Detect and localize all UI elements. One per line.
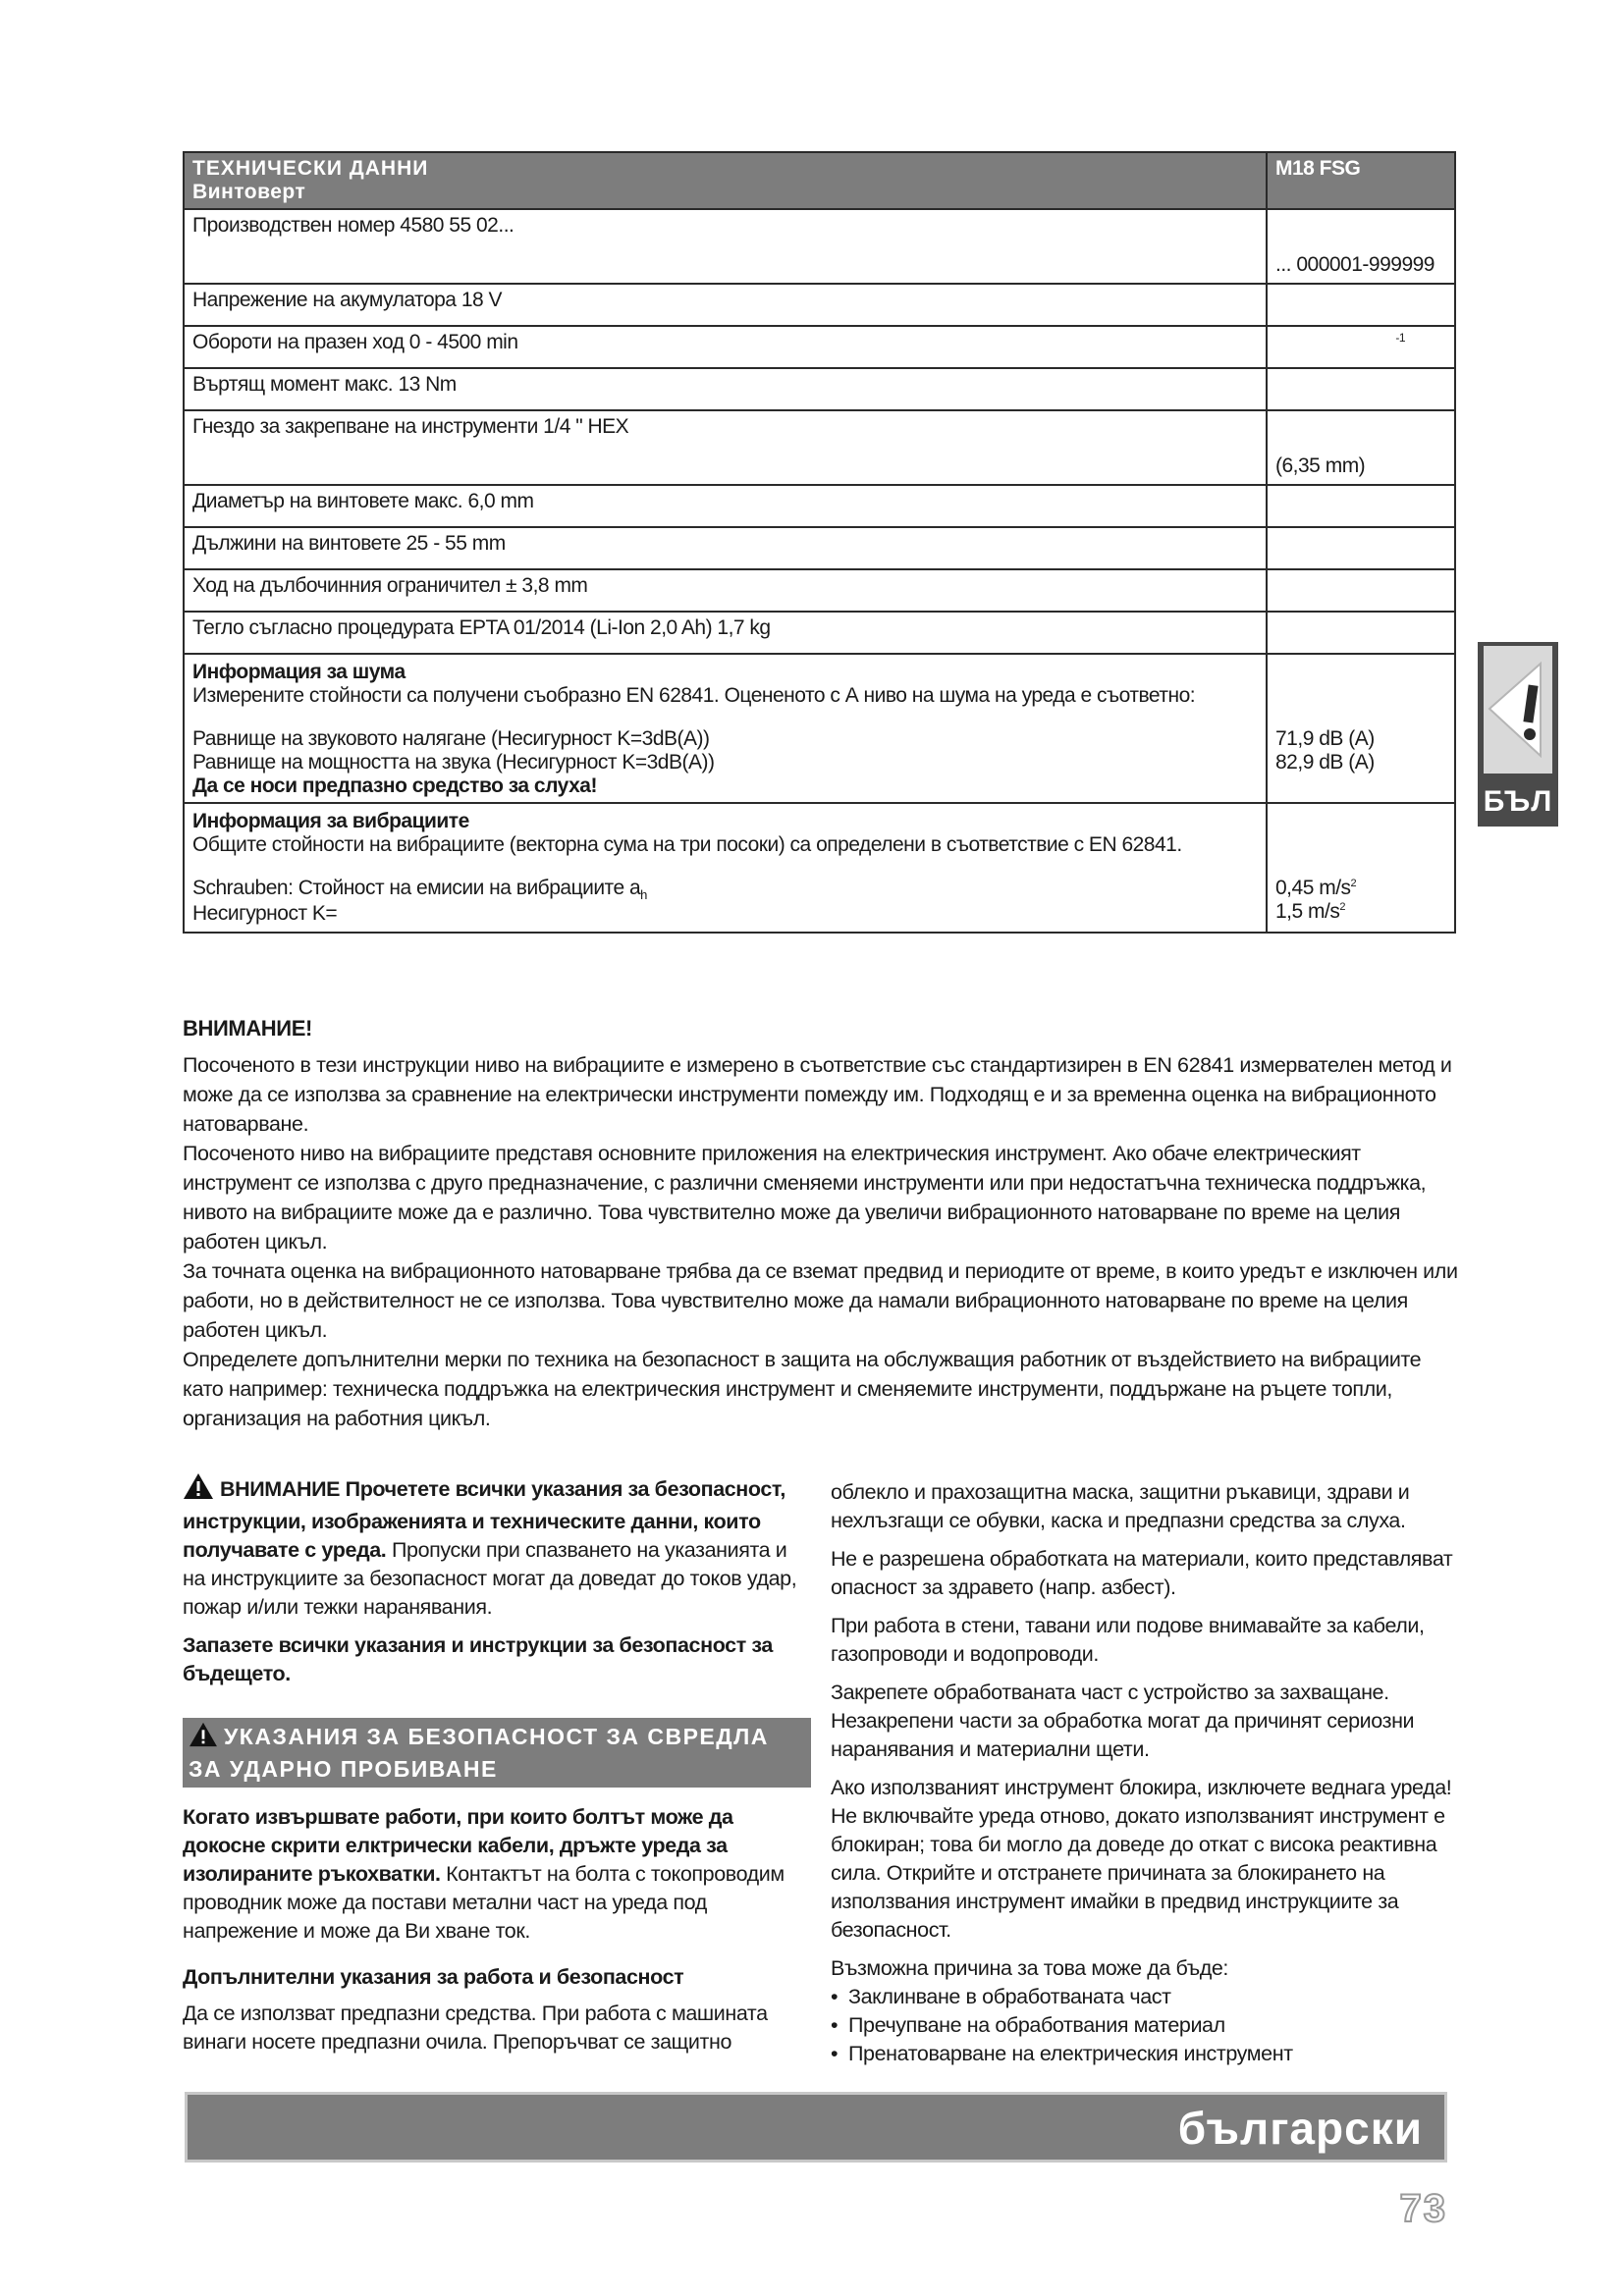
attention-paragraph: Определете допълнителни мерки по техника на безопасност в защита на обслужващия работник от въздействието на вибрациите като например: техническа поддръжка на електрическия инструмент и сменяемите инструменти, поддържане на ръцете топли, организация на работния цикъл.	[183, 1348, 1422, 1430]
language-side-tab	[1478, 642, 1558, 827]
sound-power-value: 82,9 dB (A)	[1275, 751, 1375, 774]
table-title: ТЕХНИЧЕСКИ ДАННИ	[192, 157, 429, 180]
row-label: Обороти на празен ход 0 - 4500 min	[184, 326, 1267, 368]
table-row	[184, 326, 1455, 368]
right-paragraph: Закрепете обработваната част с устройство за захващане. Незакрепени части за обработка могат да причинят сериозни наранявания и материални щети.	[831, 1681, 1415, 1761]
list-item: • Заклинване в обработваната част	[831, 1983, 1459, 2011]
safety-section-title: УКАЗАНИЯ ЗА БЕЗОПАСНОСТ ЗА СВРЕДЛА ЗА УДАРНО ПРОБИВАНЕ	[189, 1724, 769, 1782]
attention-paragraph: Посоченото ниво на вибрациите представя основните приложения на електрическия инструмент. Ако обаче електрическият инструмент се използва с друго предназначение, с различни сменяеми инструменти или при недостатъчна техническа поддръжка, нивото на вибрациите може да е различно. Това чувствително може да увеличи вибрационното натоварване по време на целия работен цикъл.	[183, 1142, 1427, 1254]
technical-data-table	[183, 151, 1456, 934]
noise-intro: Измерените стойности са получени съобразно EN 62841. Оцененото с А ниво на шума на уреда е съответно:	[192, 684, 1196, 707]
general-warning-text: Пропуски при спазването на указанията и на инструкциите за безопасност могат да доведат до токов удар, пожар и/или тежки наранявания.	[183, 1538, 797, 1619]
row-label: Напрежение на акумулатора 18 V	[184, 284, 1267, 326]
warning-sign-icon	[1484, 646, 1552, 774]
page-number: 73	[1399, 2187, 1447, 2230]
attention-heading: ВНИМАНИЕ!	[183, 1016, 312, 1041]
vibration-info-row	[184, 803, 1455, 933]
vibration-emission-subscript: h	[640, 887, 647, 903]
language-footer-bar	[185, 2092, 1447, 2163]
row-label: Дължини на винтовете 25 - 55 mm	[184, 527, 1267, 569]
noise-title: Информация за шума	[192, 661, 406, 683]
row-label: Въртящ момент макс. 13 Nm	[184, 368, 1267, 410]
table-row	[184, 368, 1455, 410]
vibration-emission-label: Schrauben: Стойност на емисии на вибрациите a	[192, 877, 641, 899]
causes-list	[831, 1983, 1459, 2068]
row-value: (6,35 mm)	[1267, 410, 1455, 485]
cables-warning-text: Контактът на болта с токопроводим проводник може да постави метални част на уреда под напрежение и може да Ви хване ток.	[183, 1862, 785, 1943]
table-header	[184, 152, 1455, 209]
vibration-emission-value: 0,45 m/s	[1275, 877, 1351, 899]
vibration-title: Информация за вибрациите	[192, 810, 469, 832]
cables-warning-bold: Когато извършвате работи, при които болтът може да докосне скрити елктрически кабели, дръжте уреда за изолираните ръкохватки.	[183, 1805, 733, 1886]
table-row	[184, 612, 1455, 654]
right-column	[831, 1478, 1459, 2068]
sound-power-label: Равнище на мощността на звука (Несигурност K=3dB(A))	[192, 751, 715, 774]
sound-pressure-value: 71,9 dB (A)	[1275, 727, 1375, 750]
table-row	[184, 569, 1455, 612]
row-label: Производствен номер 4580 55 02...	[184, 209, 1267, 284]
vibration-uncertainty-label: Несигурност K=	[192, 902, 338, 926]
right-paragraph: облекло и прахозащитна маска, защитни ръкавици, здрави и нехлъзгащи се обувки, каска и предпазни средства за слуха.	[831, 1480, 1410, 1532]
cables-warning	[183, 1803, 811, 1946]
general-warning-bold: ВНИМАНИЕ Прочетете всички указания за безопасност, инструкции, изображенията и техническите данни, които получавате с уреда.	[183, 1477, 785, 1562]
row-value: -1	[1267, 326, 1455, 368]
language-label: български	[1177, 2103, 1423, 2154]
general-warning	[183, 1472, 811, 1622]
row-label: Диаметър на винтовете макс. 6,0 mm	[184, 485, 1267, 527]
table-row	[184, 410, 1455, 485]
safety-section-header	[183, 1718, 811, 1788]
row-value	[1267, 569, 1455, 612]
right-paragraph: При работа в стени, тавани или подове внимавайте за кабели, газопроводи и водопроводи.	[831, 1614, 1425, 1666]
additional-instructions-heading: Допълнителни указания за работа и безопасност	[183, 1965, 684, 1989]
row-value	[1267, 485, 1455, 527]
left-column	[183, 1472, 811, 2066]
row-label: Гнездо за закрепване на инструменти 1/4 " HEX	[184, 410, 1267, 485]
vibration-intro: Общите стойности на вибрациите (векторна сума на три посоки) са определени в съответствие с EN 62841.	[192, 833, 1182, 856]
row-value	[1267, 527, 1455, 569]
right-paragraph: Ако използваният инструмент блокира, изключете веднага уреда! Не включвайте уреда отново, докато използваният инструмент е блокиран; това би могло да доведе до откат с висока реактивна сила. Открийте и отстранете причината за блокирането на използвания инструмент имайки в предвид инструкциите за безопасност.	[831, 1776, 1452, 1942]
hearing-protection-note: Да се носи предпазно средство за слуха!	[192, 774, 597, 797]
row-value	[1267, 284, 1455, 326]
row-label: Ход на дълбочинния ограничител ± 3,8 mm	[184, 569, 1267, 612]
right-paragraph: Не е разрешена обработката на материали, които представляват опасност за здравето (напр. азбест).	[831, 1547, 1453, 1599]
list-item: • Пренатоварване на електрическия инструмент	[831, 2040, 1459, 2068]
model-name: M18 FSG	[1267, 152, 1455, 209]
attention-section	[183, 1014, 1459, 1433]
row-label: Тегло съгласно процедурата EPTA 01/2014 (Li-Ion 2,0 Ah) 1,7 kg	[184, 612, 1267, 654]
causes-intro: Възможна причина за това може да бъде:	[831, 1956, 1229, 1980]
table-row	[184, 527, 1455, 569]
keep-instructions: Запазете всички указания и инструкции за безопасност за бъдещето.	[183, 1633, 773, 1685]
attention-paragraph: Посоченото в тези инструкции ниво на вибрациите е измерено в съответствие със стандартизирен в EN 62841 измервателен метод и може да се използва за сравнение на електрически инструменти помежду им. Подходящ е и за временна оценка на вибрационното натоварване.	[183, 1053, 1452, 1136]
row-value	[1267, 368, 1455, 410]
side-tab-label: БЪЛ	[1483, 785, 1553, 818]
table-row	[184, 485, 1455, 527]
sound-pressure-label: Равнище на звуковото налягане (Несигурност K=3dB(A))	[192, 727, 710, 750]
protective-equipment-text: Да се използват предпазни средства. При работа с машината винаги носете предпазни очила. Препоръчват се защитно	[183, 2002, 768, 2054]
noise-info-row	[184, 654, 1455, 803]
list-item: • Пречупване на обработвания материал	[831, 2011, 1459, 2040]
unit-exponent: 2	[1339, 901, 1345, 913]
row-value: ... 000001-999999	[1267, 209, 1455, 284]
row-value	[1267, 612, 1455, 654]
attention-paragraph: За точната оценка на вибрационното натоварване трябва да се вземат предвид и периодите от време, в които уредът е изключен или работи, но в действителност не се използва. Това чувствително може да намали вибрационното натоварване по време на целия работен цикъл.	[183, 1259, 1458, 1342]
warning-triangle-icon	[189, 1722, 218, 1754]
table-row	[184, 284, 1455, 326]
vibration-uncertainty-value: 1,5 m/s	[1275, 900, 1340, 923]
table-row	[184, 209, 1455, 284]
table-subtitle: Винтоверт	[192, 181, 306, 203]
warning-triangle-icon	[183, 1472, 214, 1508]
unit-exponent: 2	[1350, 878, 1357, 889]
